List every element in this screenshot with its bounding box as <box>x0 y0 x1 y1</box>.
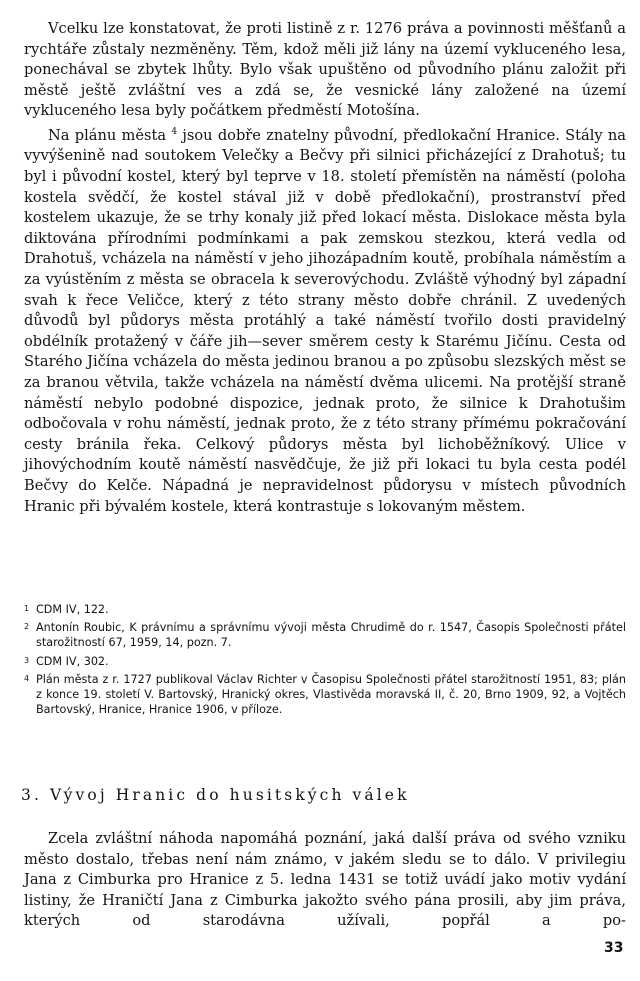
paragraph-2 <box>24 122 626 517</box>
footnote-mark-1: 1 <box>24 604 30 613</box>
footnote-reference-4: 4 <box>171 126 178 137</box>
footnote-mark-4: 4 <box>24 673 30 683</box>
footnote-mark-3: 3 <box>24 655 30 665</box>
footnote-1 <box>24 602 626 617</box>
footnote-3 <box>24 654 626 669</box>
paragraph-1: Vcelku lze konstatovat, že proti listině z r. 1276 práva a povinnosti měšťanů a rychtáře zůstaly nezměněny. Těm, kdož měli již lány na území vykluceného lesa, ponechával se zbytek lhůty. Bylo však upuštěno od původního plánu založit při městě ještě zvláštní ves a zdá se, že vesnické lány založené na území vykluceného lesa byly počátkem předměstí Motošína. <box>24 20 626 120</box>
section-heading: 3. Vývoj Hranic do husitských válek <box>21 786 410 804</box>
section-paragraph: Zcela zvláštní náhoda napomáhá poznání, jaká další práva od svého vzniku město dostalo, třebas není nám známo, v jakém sledu se to dálo. V privilegiu Jana z Cimburka pro Hranice z 5. ledna 1431 se totiž uvádí jako motiv vydání listiny, že Hraničtí Jana z Cimburka jakožto svého pána prosili, aby jim práva, kterých od starodávna užívali, popřál a po- <box>24 830 626 930</box>
footnote-text-2: Antonín Roubic, K právnímu a správnímu vývoji města Chrudimě do r. 1547, Časopis Společnosti přátel starožitností 67, 1959, 14, pozn. 7. <box>36 621 626 650</box>
footnote-text-1: CDM IV, 122. <box>36 603 109 616</box>
footnote-text-4: Plán města z r. 1727 publikoval Václav Richter v Časopisu Společnosti přátel starožitností 1951, 83; plán z konce 19. století V. Bartovský, Hranický okres, Vlastivěda moravská II, č. 20, Brno 1909, 92, a Vojtěch Bartovský, Hranice, Hranice 1906, v příloze. <box>36 672 626 717</box>
main-text-block <box>24 19 626 517</box>
footnote-mark-2: 2 <box>24 622 30 632</box>
paragraph-2-start: Na plánu města <box>48 126 167 144</box>
footnote-text-3: CDM IV, 302. <box>36 654 109 668</box>
footnotes <box>24 602 626 720</box>
paragraph-2-rest: jsou dobře znatelny původní, předlokační Hranice. Stály na vyvýšenině nad soutokem Velečky a Bečvy při silnici přicházející z Drahotuš; tu byl i původní kostel, který byl teprve v 18. století přemístěn na náměstí (poloha kostela svědčí, že kostel stával již v době předlokační), prostranství před kostelem ukazuje, že se trhy konaly již před lokací města. Dislokace města byla diktována přírodními podmínkami a pak zemskou stezkou, která vedla od Drahotuš, vcházela na náměstí v jeho jihozápadním koutě, probíhala náměstím a za vyústěním z města se obracela k severovýchodu. Zvláště výhodný byl západní svah k řece Veličce, který z této strany město dobře chránil. Z uvedených důvodů byl půdorys města protáhlý a také náměstí tvořilo dosti pravidelný obdélník protažený v čáře jih—sever směrem cesty k Starému Jičínu. Cesta od Starého Jičína vcházela do města jedinou branou a po způsobu slezských měst se za branou větvila, takže vcházela na náměstí dvěma ulicemi. Na protější straně náměstí nebylo podobné dispozice, jednak proto, že silnice k Drahotušim odbočovala v rohu náměstí, jednak proto, že z této strany přímému pokračování cesty bránila řeka. Celkový půdorys města byl lichoběžníkový. Ulice v jihovýchodním koutě náměstí nasvědčuje, že již při lokaci tu byla cesta podél Bečvy do Kelče. Nápadná je nepravidelnost půdorysu v místech původních Hranic při bývalém kostele, která kontrastuje s lokovaným městem. <box>24 126 626 515</box>
footnote-2 <box>24 620 626 650</box>
section-text-block <box>24 829 626 932</box>
footnote-4 <box>24 672 626 718</box>
page-number: 33 <box>604 940 624 956</box>
